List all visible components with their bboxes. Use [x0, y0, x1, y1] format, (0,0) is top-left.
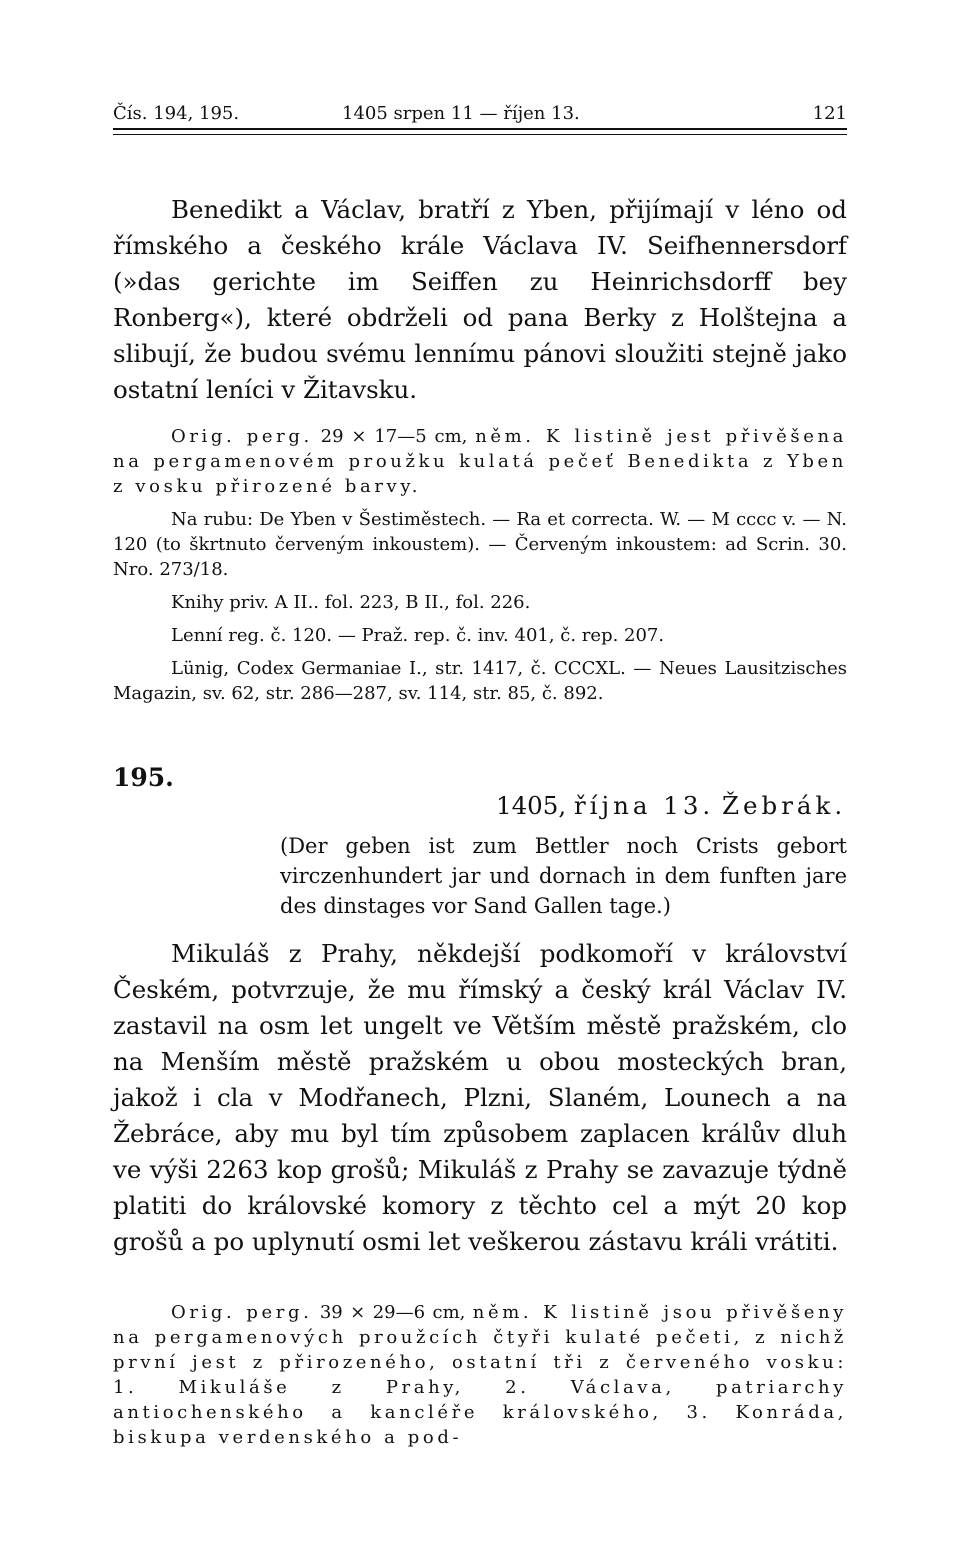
- doc194-orig-dimensions: 29 × 17—5 cm,: [312, 426, 476, 447]
- doc195-note-orig: [113, 1300, 847, 1450]
- doc194-note-books: Knihy priv. A II.. fol. 223, B II., fol. 226.: [171, 592, 531, 613]
- doc195-orig-label: Orig. perg.: [171, 1302, 313, 1323]
- doc195-orig-dimensions: 39 × 29—6 cm,: [312, 1302, 473, 1323]
- doc194-notes: [113, 424, 847, 706]
- doc195-date-year: 1405,: [496, 791, 574, 820]
- doc195-date-month: října 13.: [573, 791, 715, 820]
- doc194-orig-description: K listině jest přivěšena na pergamenovém proužku kulatá pečeť Benedikta z Yben z vosku přirozené barvy.: [113, 426, 847, 497]
- doc194-note-feudal-register: Lenní reg. č. 120. — Praž. rep. č. inv. 401, č. rep. 207.: [171, 625, 665, 646]
- header-rule-thin: [113, 134, 847, 135]
- header-rule-thick: [113, 128, 847, 130]
- doc195-place: Žebrák.: [722, 791, 847, 820]
- header-document-numbers: Čís. 194, 195.: [113, 103, 240, 124]
- doc195-notes: [113, 1300, 847, 1450]
- doc195-dateline: [496, 789, 846, 823]
- doc194-note-literature: Lünig, Codex Germaniae I., str. 1417, č. CCCXL. — Neues Lausitzisches Magazin, sv. 62, str. 286—287, sv. 114, str. 85, č. 892.: [113, 658, 847, 704]
- doc195-regest: Mikuláš z Prahy, někdejší podkomoří v království Českém, potvrzuje, že mu římský a český král Václav IV. zastavil na osm let ungelt ve Větším městě pražském, clo na Menším městě pražském u obou mosteckých bran, jakož i cla v Modřanech, Plzni, Slaném, Lounech a na Žebráce, aby mu byl tím způsobem zaplacen králův dluh ve výši 2263 kop grošů; Mikuláš z Prahy se zavazuje týdně platiti do královské komory z těchto cel a mýt 20 kop grošů a po uplynutí osmi let veškerou zástavu králi vrátiti.: [113, 939, 847, 1256]
- doc195-german-quote: (Der geben ist zum Bettler noch Crists gebort virczenhundert jar und dornach in dem funften jare des dinstages vor Sand Gallen tage.): [280, 834, 847, 918]
- doc194-note-orig: [113, 424, 847, 499]
- doc194-note-verso: Na rubu: De Yben v Šestiměstech. — Ra et correcta. W. — M cccc v. — N. 120 (to škrtnuto červeným inkoustem). — Červeným inkoustem: ad Scrin. 30. Nro. 273/18.: [113, 509, 847, 580]
- doc195-number: 195.: [113, 763, 174, 792]
- running-header: [113, 102, 847, 136]
- doc194-orig-label: Orig. perg.: [171, 426, 313, 447]
- doc195-orig-language: něm.: [472, 1302, 533, 1323]
- page-number: 121: [812, 103, 847, 124]
- doc194-regest: Benedikt a Václav, bratří z Yben, přijímají v léno od římského a českého krále Václava IV. Seifhennersdorf (»das gerichte im Seiffen zu Heinrichsdorff bey Ronberg«), které obdrželi od pana Berky z Holštejna a slibují, že budou svému lennímu pánovi sloužiti stejně jako ostatní leníci v Žitavsku.: [113, 195, 847, 404]
- header-date-range: 1405 srpen 11 — říjen 13.: [342, 103, 580, 124]
- doc194-orig-language: něm.: [475, 426, 535, 447]
- doc195-orig-description: K listině jsou přivěšeny na pergamenových proužcích čtyři kulaté pečeti, z nichž první jest z přirozeného, ostatní tři z červeného vosku: 1. Mikuláše z Prahy, 2. Václava, patriarchy antiochenského a kancléře královského, 3. Konráda, biskupa verdenského a pod-: [113, 1302, 847, 1448]
